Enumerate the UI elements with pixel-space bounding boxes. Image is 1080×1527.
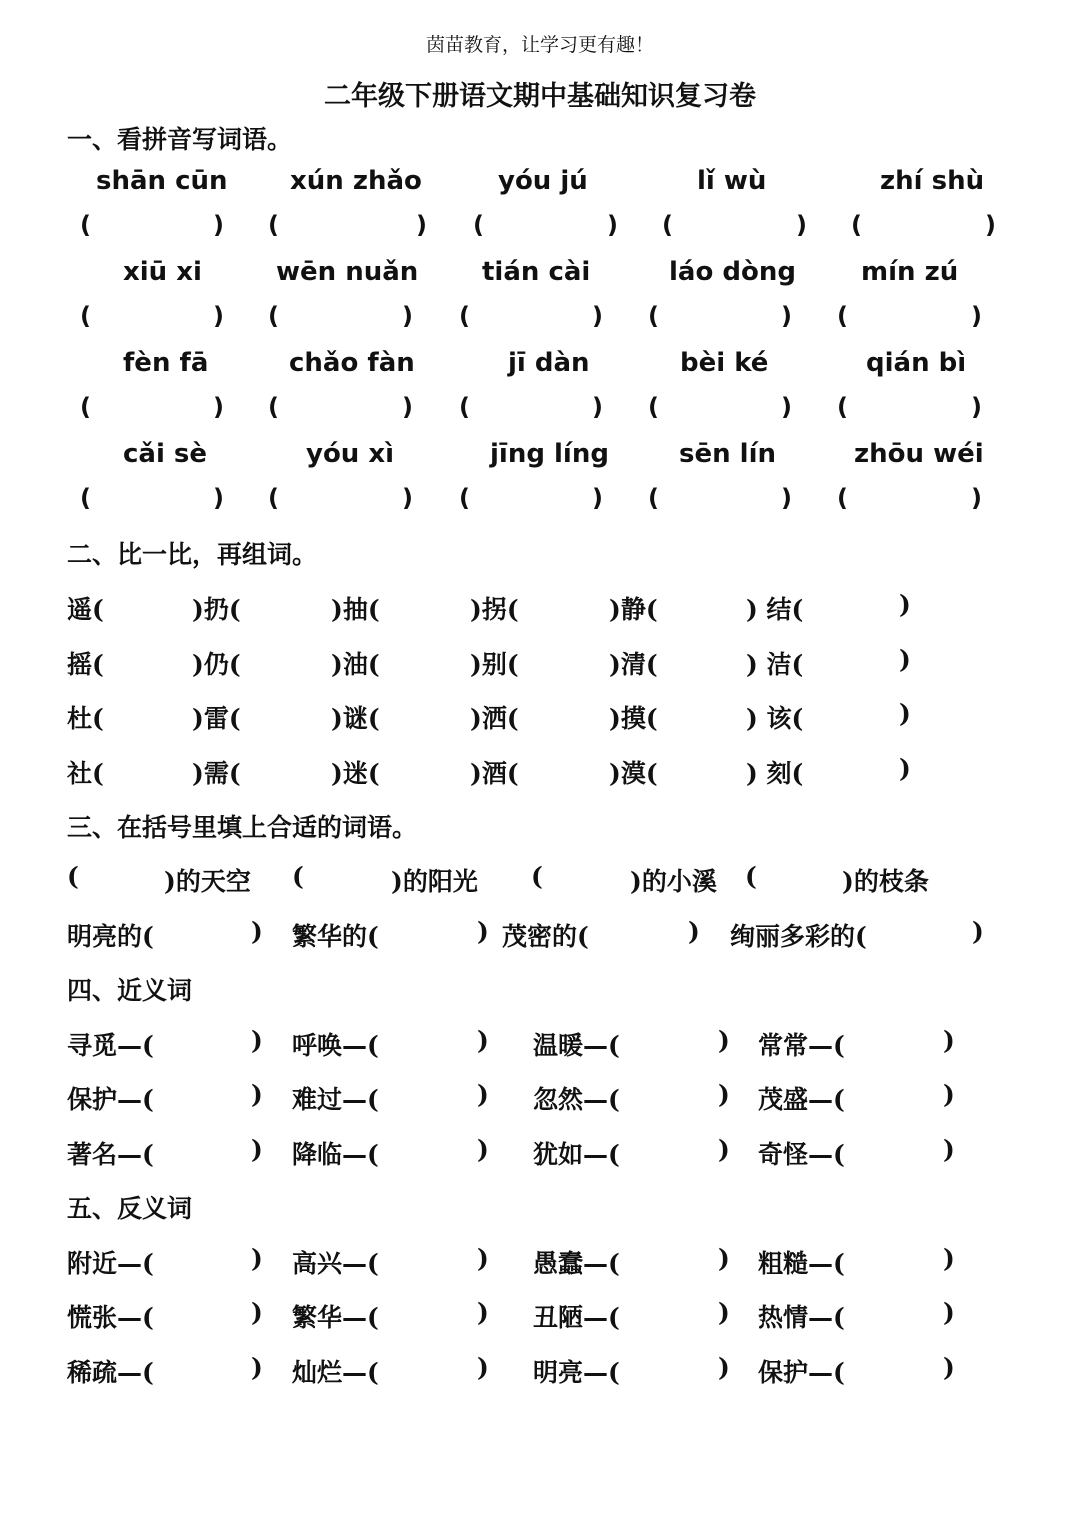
- synonym-cell: 著名—(: [67, 1140, 154, 1169]
- synonym-cell: 呼唤—(: [292, 1031, 379, 1060]
- synonym-cell: ): [251, 1135, 263, 1164]
- compare-cell: )摸(: [609, 704, 658, 733]
- compare-cell: 社(: [67, 759, 104, 788]
- answer-paren-open: (: [80, 211, 91, 239]
- section-1-heading: 一、看拼音写词语。: [67, 125, 293, 154]
- pinyin-prompt: chǎo fàn: [289, 348, 415, 378]
- pinyin-prompt: fèn fā: [123, 348, 209, 378]
- fill-word-cell: )的枝条: [842, 867, 929, 896]
- fill-word-cell: ): [688, 917, 700, 946]
- answer-paren-close: ): [985, 211, 996, 239]
- compare-cell: )漠(: [609, 759, 658, 788]
- compare-cell: )仍(: [192, 650, 241, 679]
- answer-paren-close: ): [607, 211, 618, 239]
- synonym-cell: ): [943, 1026, 955, 1055]
- fill-word-cell: ): [477, 917, 489, 946]
- pinyin-prompt: cǎi sè: [123, 439, 208, 469]
- synonym-cell: ): [943, 1135, 955, 1164]
- antonym-cell: 慌张—(: [67, 1303, 154, 1332]
- antonym-cell: ): [718, 1298, 730, 1327]
- answer-paren-open: (: [80, 484, 91, 512]
- antonym-cell: ): [251, 1298, 263, 1327]
- compare-cell: )迷(: [331, 759, 380, 788]
- pinyin-prompt: mín zú: [861, 257, 959, 287]
- compare-cell: ): [899, 754, 911, 783]
- compare-cell: ) 刻(: [746, 759, 804, 788]
- answer-paren-close: ): [971, 393, 982, 421]
- compare-cell: )拐(: [470, 595, 519, 624]
- antonym-cell: ): [718, 1353, 730, 1382]
- synonym-cell: ): [477, 1080, 489, 1109]
- answer-paren-close: ): [213, 484, 224, 512]
- compare-cell: ) 结(: [746, 595, 804, 624]
- compare-cell: )别(: [470, 650, 519, 679]
- fill-word-cell: 茂密的(: [502, 922, 589, 951]
- compare-cell: )酒(: [470, 759, 519, 788]
- pinyin-prompt: yóu jú: [498, 166, 588, 196]
- synonym-cell: 忽然—(: [533, 1085, 620, 1114]
- antonym-cell: 灿烂—(: [292, 1358, 379, 1387]
- antonym-cell: ): [718, 1244, 730, 1273]
- antonym-cell: ): [943, 1298, 955, 1327]
- antonym-cell: 繁华—(: [292, 1303, 379, 1332]
- compare-cell: )洒(: [470, 704, 519, 733]
- synonym-cell: ): [251, 1026, 263, 1055]
- antonym-cell: ): [477, 1353, 489, 1382]
- pinyin-prompt: zhí shù: [880, 166, 985, 196]
- pinyin-prompt: qián bì: [866, 348, 967, 378]
- antonym-cell: 附近—(: [67, 1249, 154, 1278]
- compare-cell: )油(: [331, 650, 380, 679]
- pinyin-prompt: yóu xì: [306, 439, 395, 469]
- compare-cell: )需(: [192, 759, 241, 788]
- fill-word-cell: 明亮的(: [67, 922, 154, 951]
- synonym-cell: 茂盛—(: [758, 1085, 845, 1114]
- fill-word-cell: )的天空: [164, 867, 251, 896]
- answer-paren-open: (: [648, 484, 659, 512]
- synonym-cell: 犹如—(: [533, 1140, 620, 1169]
- synonym-cell: ): [477, 1135, 489, 1164]
- compare-cell: ): [899, 645, 911, 674]
- section-3-heading: 三、在括号里填上合适的词语。: [67, 813, 418, 842]
- answer-paren-close: ): [796, 211, 807, 239]
- answer-paren-close: ): [213, 393, 224, 421]
- antonym-cell: ): [477, 1298, 489, 1327]
- answer-paren-close: ): [781, 393, 792, 421]
- pinyin-prompt: láo dòng: [669, 257, 796, 287]
- synonym-cell: 难过—(: [292, 1085, 379, 1114]
- pinyin-prompt: xiū xi: [123, 257, 202, 287]
- synonym-cell: ): [718, 1026, 730, 1055]
- compare-cell: )扔(: [192, 595, 241, 624]
- fill-word-cell: ): [972, 917, 984, 946]
- fill-word-cell: 绚丽多彩的(: [730, 922, 867, 951]
- compare-cell: 杜(: [67, 704, 104, 733]
- antonym-cell: 粗糙—(: [758, 1249, 845, 1278]
- pinyin-prompt: tián cài: [482, 257, 591, 287]
- answer-paren-close: ): [213, 302, 224, 330]
- synonym-cell: ): [718, 1135, 730, 1164]
- answer-paren-open: (: [80, 302, 91, 330]
- answer-paren-open: (: [648, 393, 659, 421]
- pinyin-prompt: jīng líng: [490, 439, 609, 469]
- fill-word-cell: 繁华的(: [292, 922, 379, 951]
- antonym-cell: ): [943, 1353, 955, 1382]
- answer-paren-close: ): [402, 393, 413, 421]
- synonym-cell: ): [718, 1080, 730, 1109]
- synonym-cell: 降临—(: [292, 1140, 379, 1169]
- compare-cell: )清(: [609, 650, 658, 679]
- compare-cell: ) 洁(: [746, 650, 804, 679]
- fill-word-cell: (: [531, 862, 543, 891]
- answer-paren-open: (: [837, 484, 848, 512]
- antonym-cell: 愚蠢—(: [533, 1249, 620, 1278]
- compare-cell: ) 该(: [746, 704, 804, 733]
- compare-cell: )谜(: [331, 704, 380, 733]
- antonym-cell: ): [477, 1244, 489, 1273]
- fill-word-cell: )的小溪: [630, 867, 717, 896]
- compare-cell: )静(: [609, 595, 658, 624]
- pinyin-prompt: zhōu wéi: [854, 439, 984, 469]
- pinyin-prompt: sēn lín: [679, 439, 777, 469]
- answer-paren-open: (: [837, 302, 848, 330]
- pinyin-prompt: jī dàn: [508, 348, 590, 378]
- answer-paren-close: ): [592, 484, 603, 512]
- worksheet-title: 二年级下册语文期中基础知识复习卷: [324, 81, 756, 112]
- synonym-cell: 寻觅—(: [67, 1031, 154, 1060]
- compare-cell: 遥(: [67, 595, 104, 624]
- answer-paren-close: ): [781, 302, 792, 330]
- publisher-header: 茵苗教育，让学习更有趣！: [425, 34, 654, 56]
- answer-paren-open: (: [268, 484, 279, 512]
- pinyin-prompt: lǐ wù: [697, 166, 767, 196]
- pinyin-prompt: wēn nuǎn: [276, 257, 419, 287]
- answer-paren-close: ): [971, 302, 982, 330]
- fill-word-cell: (: [67, 862, 79, 891]
- synonym-cell: 保护—(: [67, 1085, 154, 1114]
- answer-paren-close: ): [402, 302, 413, 330]
- answer-paren-open: (: [459, 302, 470, 330]
- section-5-heading: 五、反义词: [67, 1194, 193, 1223]
- answer-paren-open: (: [268, 393, 279, 421]
- answer-paren-open: (: [268, 302, 279, 330]
- antonym-cell: 高兴—(: [292, 1249, 379, 1278]
- section-4-heading: 四、近义词: [67, 976, 193, 1005]
- synonym-cell: ): [943, 1080, 955, 1109]
- answer-paren-close: ): [592, 302, 603, 330]
- antonym-cell: ): [943, 1244, 955, 1273]
- antonym-cell: ): [251, 1244, 263, 1273]
- answer-paren-close: ): [592, 393, 603, 421]
- antonym-cell: 保护—(: [758, 1358, 845, 1387]
- fill-word-cell: (: [745, 862, 757, 891]
- compare-cell: 摇(: [67, 650, 104, 679]
- answer-paren-open: (: [459, 393, 470, 421]
- pinyin-prompt: bèi ké: [680, 348, 769, 378]
- antonym-cell: 丑陋—(: [533, 1303, 620, 1332]
- answer-paren-open: (: [648, 302, 659, 330]
- answer-paren-close: ): [416, 211, 427, 239]
- section-2-heading: 二、比一比，再组词。: [67, 540, 318, 569]
- answer-paren-open: (: [851, 211, 862, 239]
- answer-paren-open: (: [268, 211, 279, 239]
- answer-paren-open: (: [459, 484, 470, 512]
- antonym-cell: 稀疏—(: [67, 1358, 154, 1387]
- fill-word-cell: ): [251, 917, 263, 946]
- synonym-cell: ): [477, 1026, 489, 1055]
- synonym-cell: 常常—(: [758, 1031, 845, 1060]
- answer-paren-close: ): [971, 484, 982, 512]
- answer-paren-open: (: [837, 393, 848, 421]
- pinyin-prompt: shān cūn: [96, 166, 228, 196]
- compare-cell: ): [899, 590, 911, 619]
- compare-cell: )雷(: [192, 704, 241, 733]
- pinyin-prompt: xún zhǎo: [290, 166, 422, 196]
- synonym-cell: 奇怪—(: [758, 1140, 845, 1169]
- synonym-cell: ): [251, 1080, 263, 1109]
- compare-cell: ): [899, 699, 911, 728]
- answer-paren-close: ): [781, 484, 792, 512]
- answer-paren-close: ): [402, 484, 413, 512]
- answer-paren-close: ): [213, 211, 224, 239]
- answer-paren-open: (: [662, 211, 673, 239]
- synonym-cell: 温暖—(: [533, 1031, 620, 1060]
- antonym-cell: 明亮—(: [533, 1358, 620, 1387]
- compare-cell: )抽(: [331, 595, 380, 624]
- antonym-cell: ): [251, 1353, 263, 1382]
- answer-paren-open: (: [473, 211, 484, 239]
- antonym-cell: 热情—(: [758, 1303, 845, 1332]
- fill-word-cell: (: [292, 862, 304, 891]
- fill-word-cell: )的阳光: [391, 867, 478, 896]
- answer-paren-open: (: [80, 393, 91, 421]
